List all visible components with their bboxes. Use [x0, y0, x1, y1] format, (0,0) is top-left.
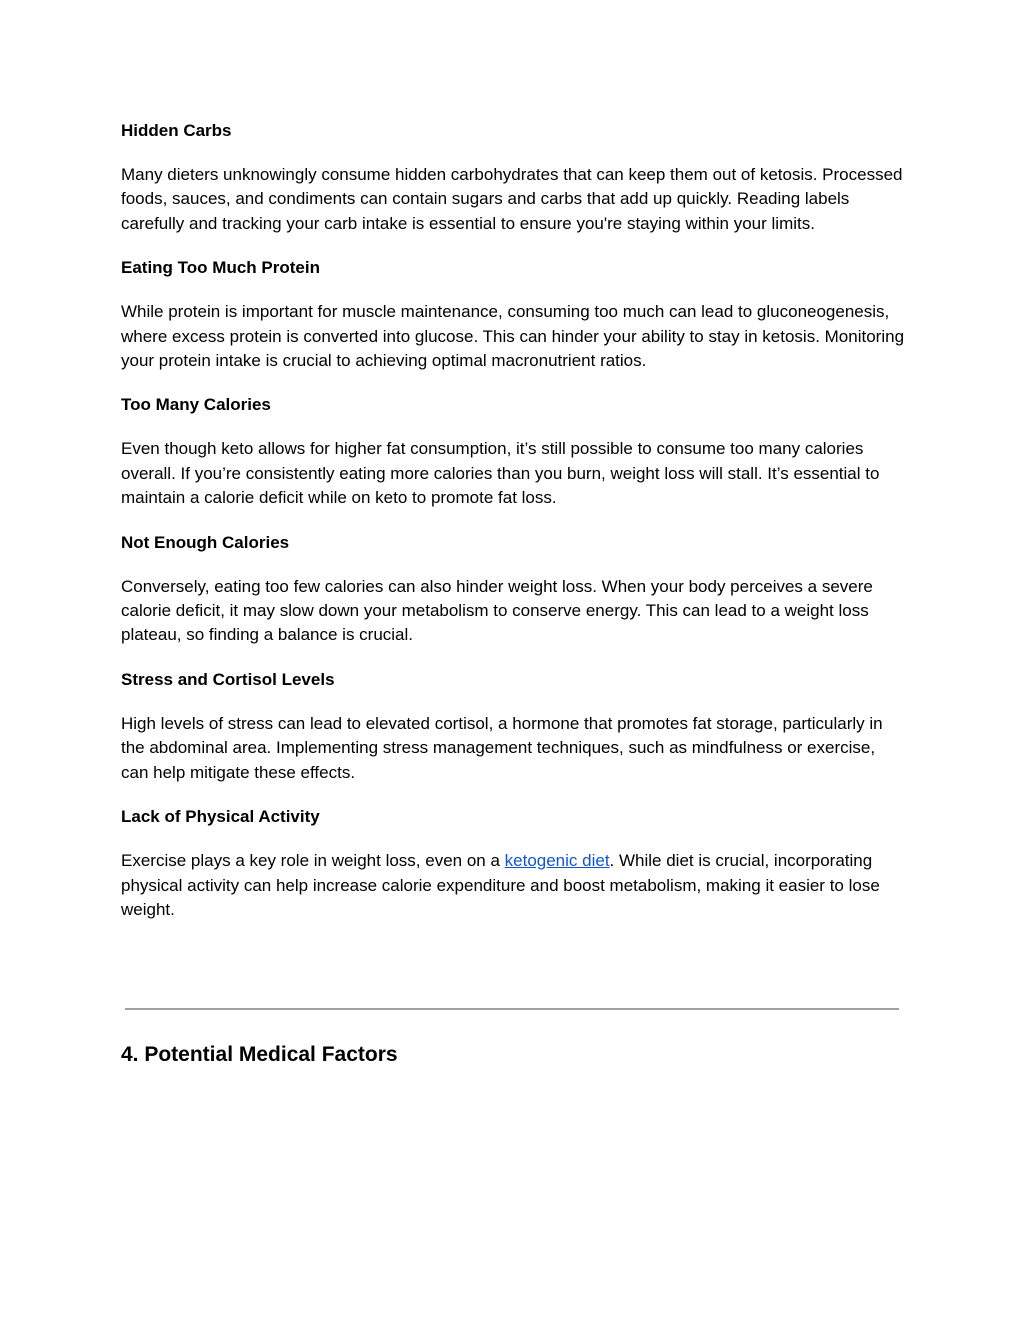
heading-stress-and-cortisol: Stress and Cortisol Levels — [121, 669, 335, 689]
paragraph-text-after-link: . While diet is crucial, incorporating physical activity can help increase calorie expenditure and boost metabolism, making it easier to lose weight. — [121, 851, 880, 919]
ketogenic-diet-link[interactable]: ketogenic diet — [504, 851, 610, 871]
horizontal-divider — [125, 1008, 899, 1010]
paragraph-stress-and-cortisol: High levels of stress can lead to elevated cortisol, a hormone that promotes fat storage, particularly in the abdominal area. Implementing stress management techniques, such as mindfulness or exercise, can help mitigate these effects. — [121, 713, 883, 782]
paragraph-lack-of-physical-activity — [121, 849, 906, 922]
paragraph-not-enough-calories: Conversely, eating too few calories can also hinder weight loss. When your body perceives a severe calorie deficit, it may slow down your metabolism to conserve energy. This can lead to a weight loss plateau, so finding a balance is crucial. — [121, 576, 873, 645]
paragraph-too-many-calories: Even though keto allows for higher fat consumption, it’s still possible to consume too many calories overall. If you’re consistently eating more calories than you burn, weight loss will stall. It’s essential to maintain a calorie deficit while on keto to promote fat loss. — [121, 439, 880, 508]
paragraph-text-before-link: Exercise plays a key role in weight loss, even on a — [121, 851, 505, 871]
heading-eating-too-much-protein: Eating Too Much Protein — [121, 258, 320, 278]
heading-lack-of-physical-activity: Lack of Physical Activity — [121, 807, 320, 827]
section-title-medical-factors: 4. Potential Medical Factors — [121, 1043, 398, 1066]
heading-hidden-carbs: Hidden Carbs — [121, 121, 232, 140]
heading-not-enough-calories: Not Enough Calories — [121, 532, 290, 552]
heading-too-many-calories: Too Many Calories — [121, 395, 271, 415]
paragraph-eating-too-much-protein: While protein is important for muscle maintenance, consuming too much can lead to gluconeogenesis, where excess protein is converted into glucose. This can hinder your ability to stay in ketosis. Monitoring your protein intake is crucial to achieving optimal macronutrient ratios. — [121, 302, 905, 371]
paragraph-hidden-carbs: Many dieters unknowingly consume hidden carbohydrates that can keep them out of ketosis. Processed foods, sauces, and condiments can contain sugars and carbs that add up quickly. Reading labels carefully and tracking your carb intake is essential to ensure you're staying within your limits. — [121, 165, 903, 233]
document-body — [121, 119, 906, 942]
